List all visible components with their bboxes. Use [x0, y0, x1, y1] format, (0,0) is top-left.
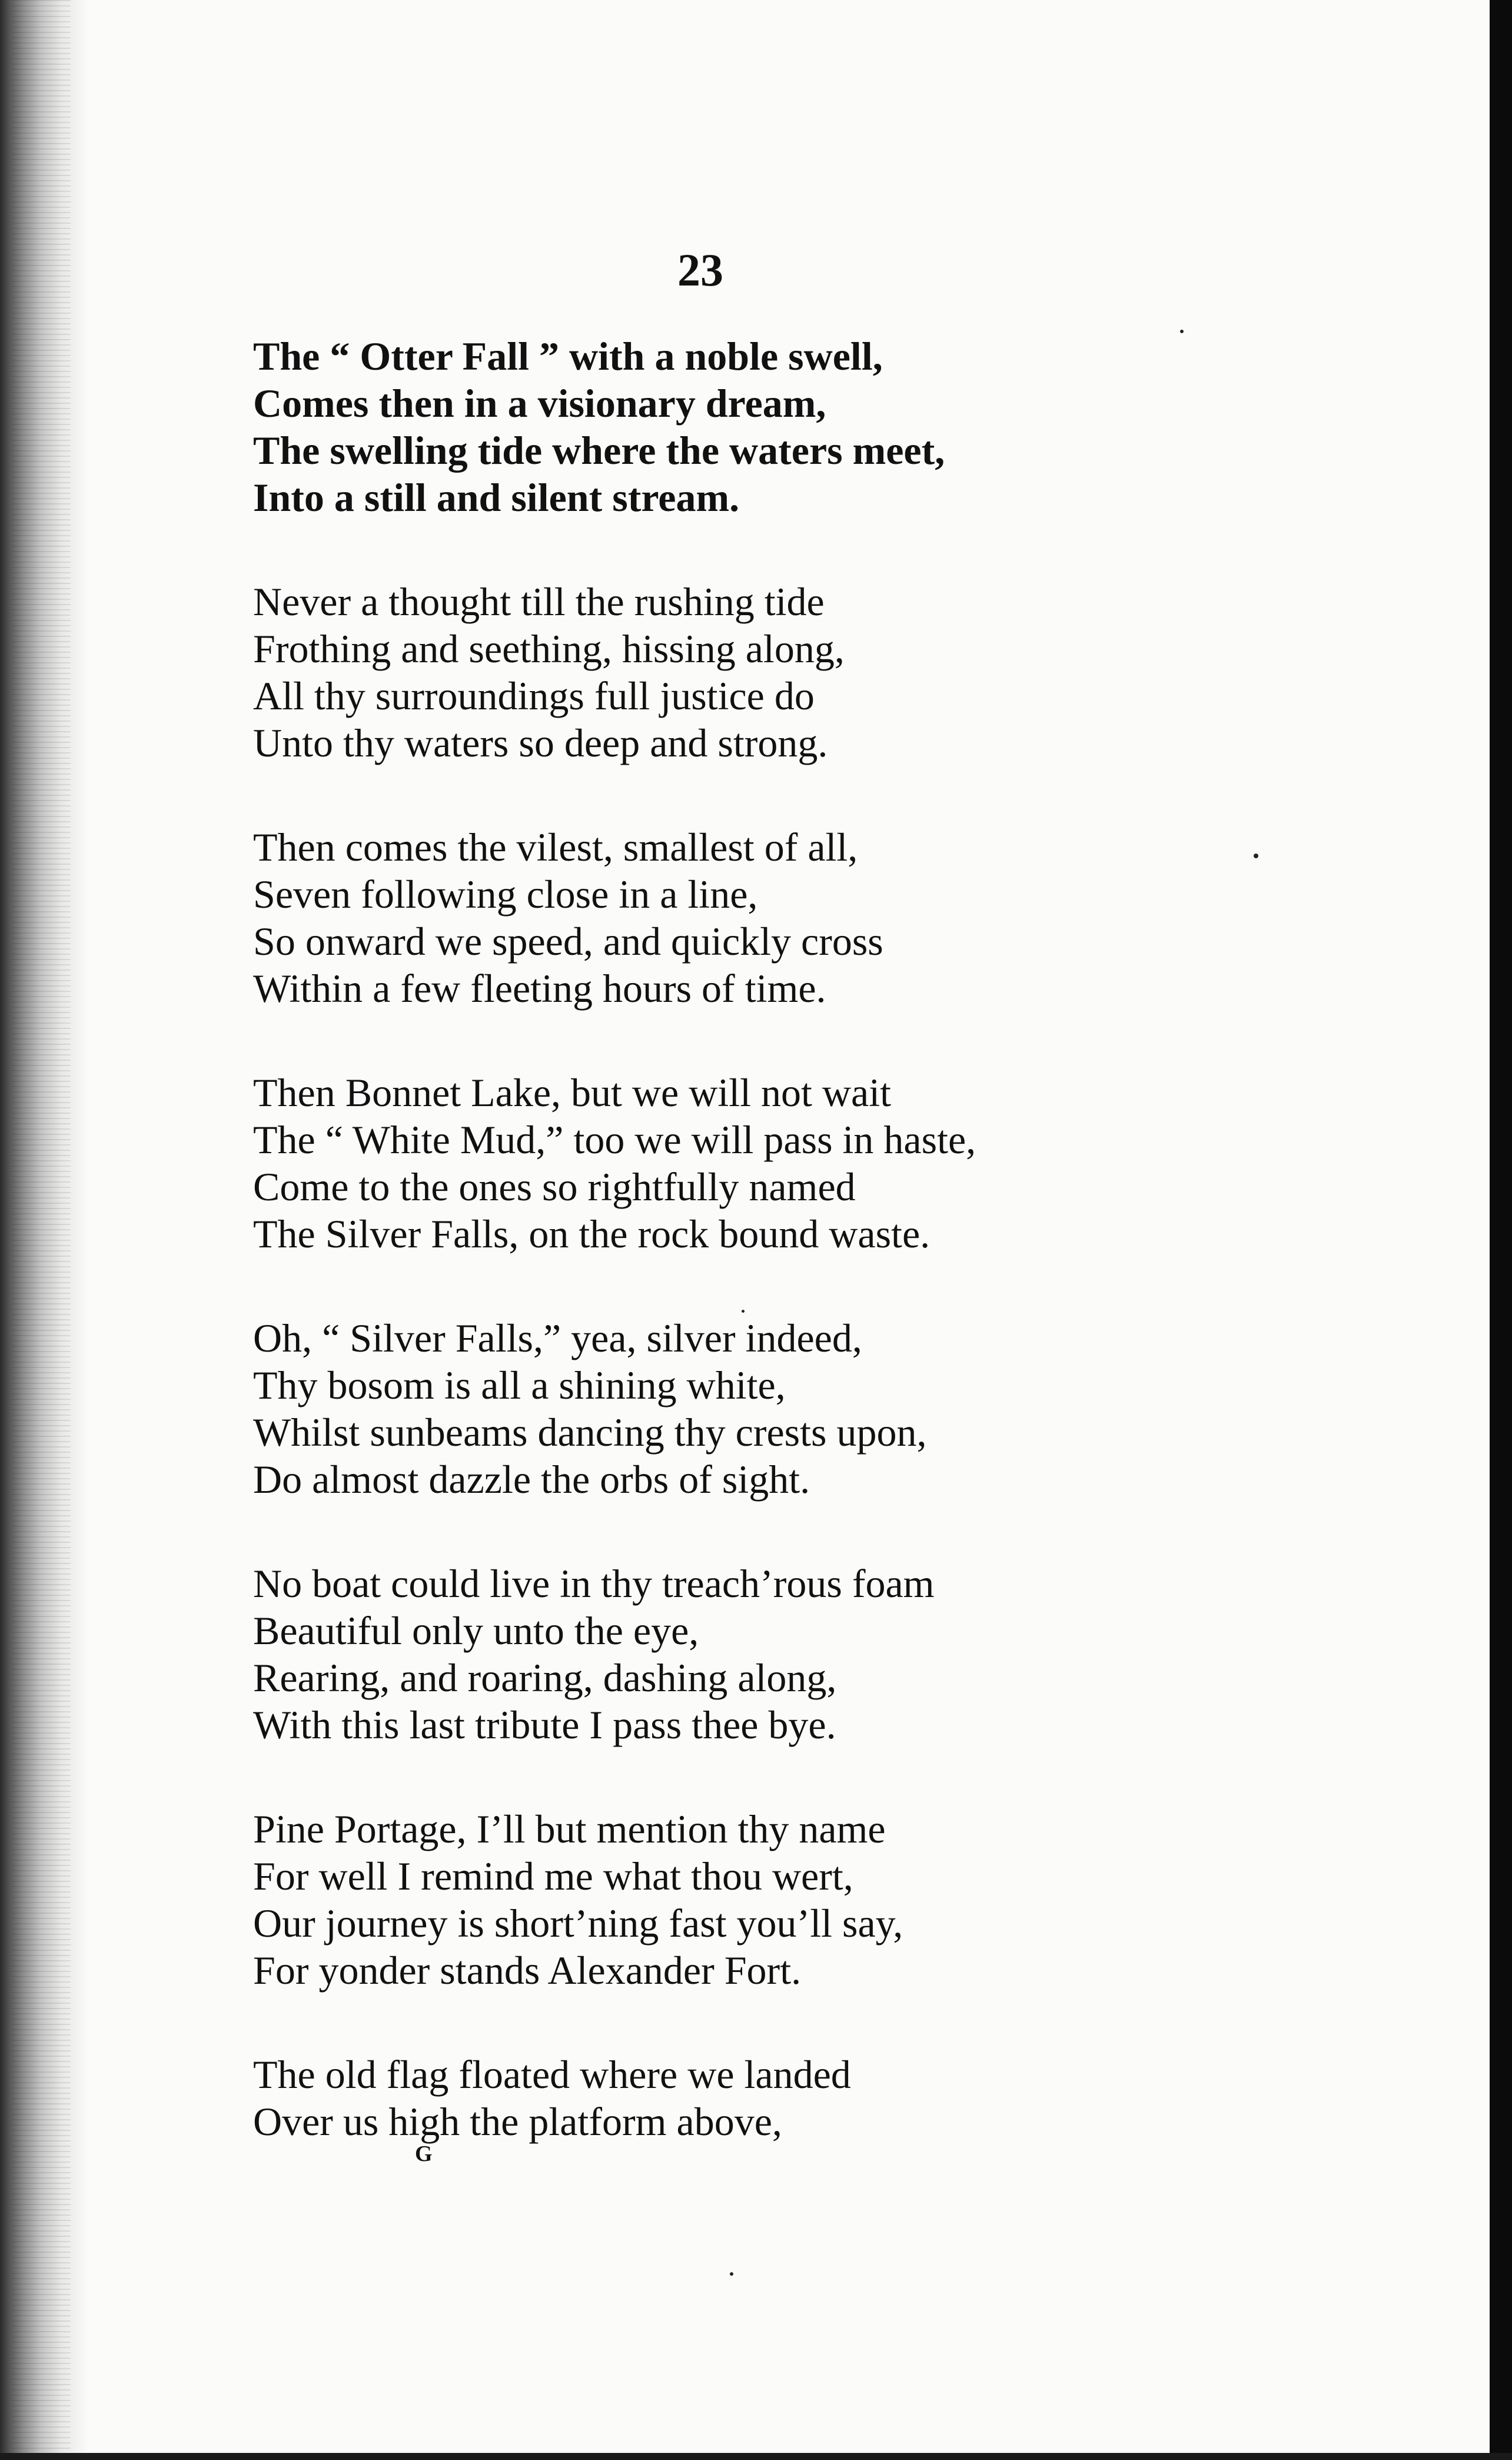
poem-line: Comes then in a visionary dream, — [253, 381, 826, 426]
poem-line: Seven following close in a line, — [253, 872, 758, 917]
poem-line: Into a still and silent stream. — [253, 475, 740, 520]
poem-line: The “ White Mud,” too we will pass in haste, — [253, 1117, 976, 1162]
stanza — [253, 1069, 1224, 1257]
poem-line: Within a few fleeting hours of time. — [253, 966, 826, 1011]
stanza — [253, 1314, 1224, 1503]
poem-line: Come to the ones so rightfully named — [253, 1164, 856, 1209]
stanza — [253, 2051, 1224, 2145]
poem-line: The old flag floated where we landed — [253, 2052, 851, 2097]
poem-line: The “ Otter Fall ” with a noble swell, — [253, 334, 883, 379]
page-number: 23 — [677, 244, 723, 296]
poem-line: All thy surroundings full justice do — [253, 673, 815, 718]
poem-line: Pine Portage, I’ll but mention thy name — [253, 1807, 886, 1851]
poem-line: Frothing and seething, hissing along, — [253, 626, 845, 671]
poem-line: No boat could live in thy treach’rous foam — [253, 1561, 935, 1606]
poem-line: With this last tribute I pass thee bye. — [253, 1702, 836, 1747]
poem-line: Then comes the vilest, smallest of all, — [253, 825, 858, 869]
signature-mark: G — [415, 2142, 433, 2166]
poem-line: Beautiful only unto the eye, — [253, 1608, 699, 1653]
poem-line: Our journey is short’ning fast you’ll say, — [253, 1901, 903, 1946]
gutter-texture — [12, 0, 71, 2460]
stanza — [253, 824, 1224, 1012]
poem-line: Unto thy waters so deep and strong. — [253, 721, 828, 765]
poem-line: Thy bosom is all a shining white, — [253, 1363, 786, 1407]
poem-line: Then Bonnet Lake, but we will not wait — [253, 1070, 891, 1115]
poem-body — [253, 333, 1224, 2202]
poem-line: For yonder stands Alexander Fort. — [253, 1948, 802, 1993]
poem-line: Whilst sunbeams dancing thy crests upon, — [253, 1410, 927, 1455]
scan-speck — [730, 2272, 733, 2276]
poem-line: The Silver Falls, on the rock bound waste. — [253, 1211, 931, 1256]
stanza — [253, 1560, 1224, 1748]
poem-line: Oh, “ Silver Falls,” yea, silver indeed, — [253, 1316, 862, 1360]
poem-line: Rearing, and roaring, dashing along, — [253, 1655, 837, 1700]
poem-line: Never a thought till the rushing tide — [253, 579, 825, 624]
poem-line: So onward we speed, and quickly cross — [253, 919, 883, 964]
poem-line: Over us high the platform above, — [253, 2099, 782, 2144]
poem-line: Do almost dazzle the orbs of sight. — [253, 1457, 810, 1502]
stanza — [253, 578, 1224, 766]
scan-edge-bottom — [0, 2453, 1512, 2460]
scan-speck — [1254, 854, 1258, 858]
stanza — [253, 333, 1224, 521]
stanza — [253, 1805, 1224, 1994]
poem-line: The swelling tide where the waters meet, — [253, 428, 945, 473]
poem-line: For well I remind me what thou wert, — [253, 1854, 853, 1898]
scan-edge-right — [1490, 0, 1512, 2460]
